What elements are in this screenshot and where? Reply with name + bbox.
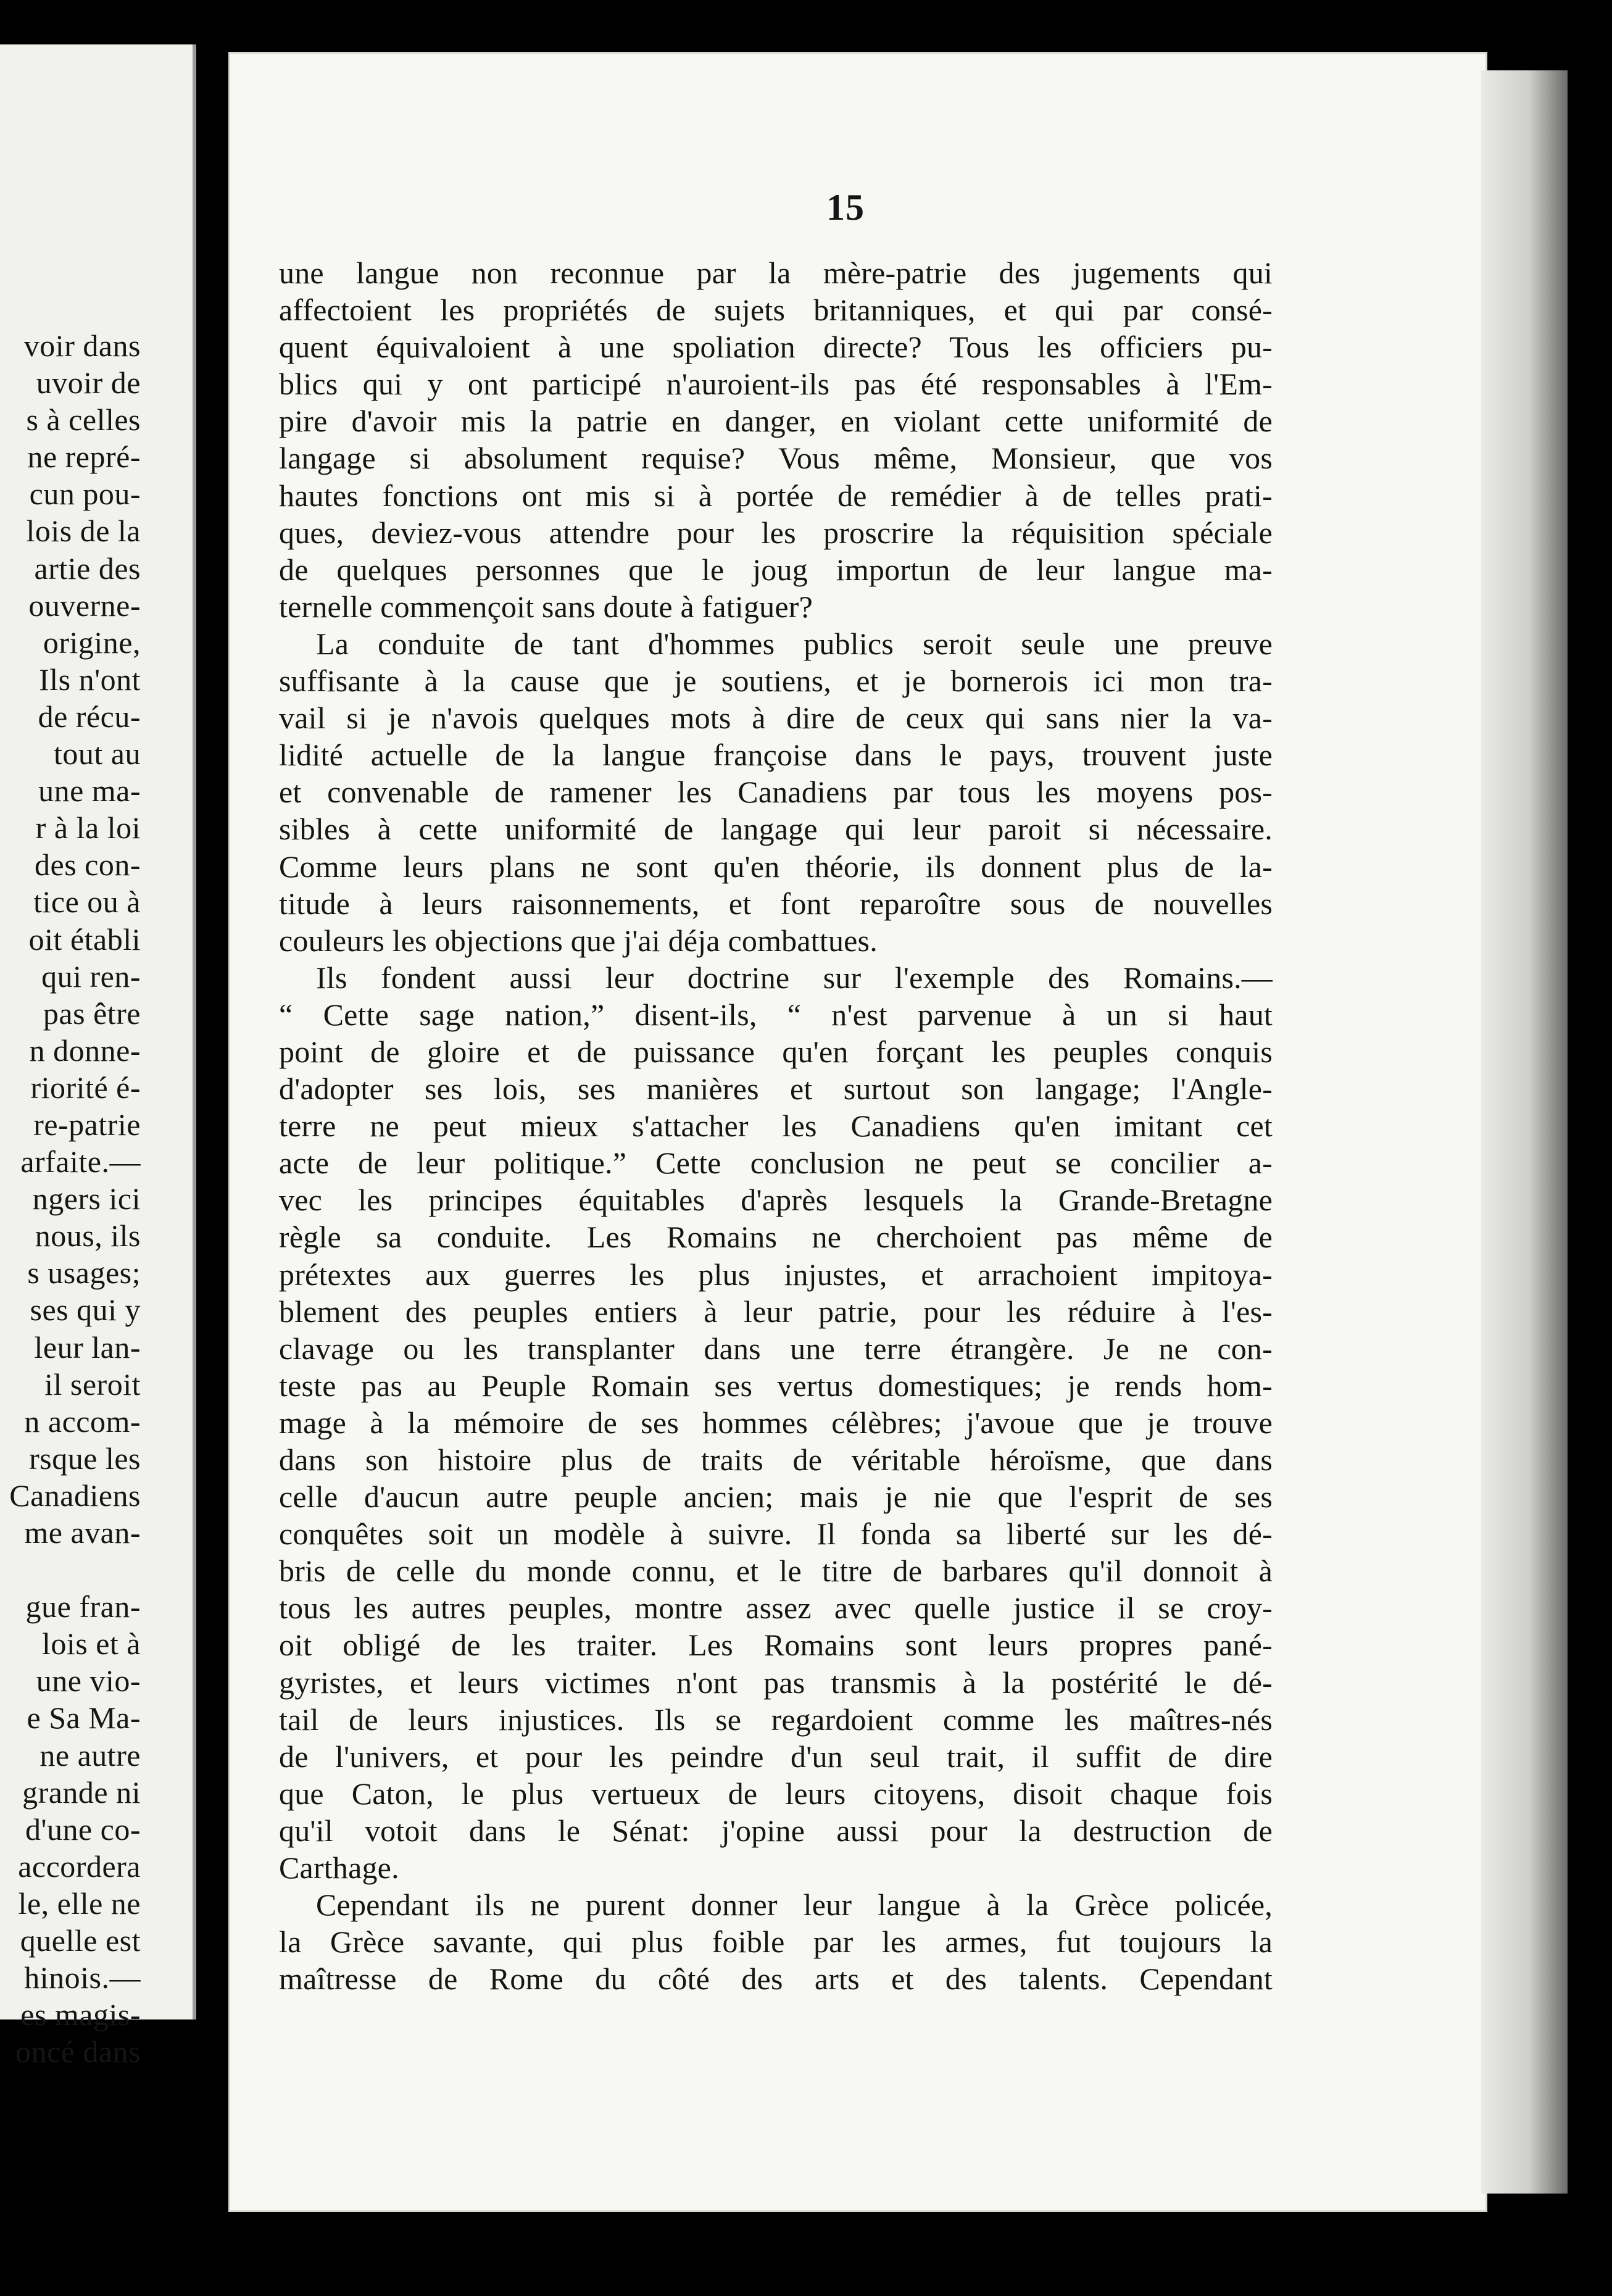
text-line: tous les autres peuples, montre assez avec quelle justice il se croy- (279, 1591, 1273, 1626)
text-line: affectoient les propriétés de sujets britanniques, et qui par consé- (279, 293, 1273, 328)
left-line: e Sa Ma- (27, 1700, 141, 1736)
left-line: hinois.— (24, 1960, 141, 1995)
text-line: que Caton, le plus vertueux de leurs citoyens, disoit chaque fois (279, 1776, 1273, 1811)
left-line: nous, ils (35, 1218, 141, 1254)
left-page-text (0, 327, 141, 2070)
left-line: il seroit (44, 1366, 141, 1402)
left-line: ne repré- (27, 439, 141, 475)
text-line: titude à leurs raisonnements, et font reparoître sous de nouvelles (279, 886, 1273, 921)
left-line: pas être (43, 996, 141, 1031)
text-line: Carthage. (279, 1850, 399, 1886)
text-line: qu'il votoit dans le Sénat: j'opine aussi pour la destruction de (279, 1813, 1273, 1848)
text-line: La conduite de tant d'hommes publics seroit seule une preuve (316, 626, 1273, 661)
left-line: origine, (43, 625, 141, 660)
left-line: d'une co- (25, 1811, 141, 1847)
text-line: ternelle commençoit sans doute à fatiguer? (279, 589, 813, 624)
text-line: tail de leurs injustices. Ils se regardoient comme les maîtres-nés (279, 1702, 1273, 1737)
left-line: arfaite.— (20, 1144, 141, 1179)
body-text (279, 254, 1273, 1997)
text-line: blement des peuples entiers à leur patrie, pour les réduire à l'es- (279, 1294, 1273, 1329)
left-line: s à celles (26, 402, 141, 438)
text-line: une langue non reconnue par la mère-patrie des jugements qui (279, 256, 1273, 290)
left-line: r à la loi (35, 810, 141, 846)
text-line: vec les principes équitables d'après lesquels la Grande-Bretagne (279, 1183, 1273, 1218)
left-line: voir dans (23, 328, 141, 363)
left-line: ne autre (39, 1737, 141, 1773)
left-line: artie des (34, 551, 141, 586)
text-line: suffisante à la cause que je soutiens, et je bornerois ici mon tra- (279, 663, 1273, 699)
left-line: Canadiens (9, 1478, 141, 1513)
left-line (0, 1551, 141, 1588)
text-line: et convenable de ramener les Canadiens par tous les moyens pos- (279, 775, 1273, 810)
left-line: cun pou- (29, 476, 141, 512)
left-line: rsque les (29, 1441, 141, 1476)
main-page (228, 52, 1487, 2212)
text-line: règle sa conduite. Les Romains ne cherchoient pas même de (279, 1220, 1273, 1255)
text-line: teste pas au Peuple Romain ses vertus domestiques; je rends hom- (279, 1368, 1273, 1403)
text-line: langage si absolument requise? Vous même, Monsieur, que vos (279, 441, 1273, 476)
text-line: blics qui y ont participé n'auroient-ils pas été responsables à l'Em- (279, 367, 1273, 402)
text-line: lidité actuelle de la langue françoise dans le pays, trouvent juste (279, 738, 1273, 773)
left-line: ses qui y (30, 1292, 141, 1328)
left-line: le, elle ne (18, 1886, 141, 1921)
left-line: tout au (54, 736, 141, 772)
left-line: accordera (18, 1849, 141, 1884)
page-number: 15 (826, 187, 865, 228)
text-line: bris de celle du monde connu, et le titre de barbares qu'il donnoit à (279, 1554, 1273, 1589)
left-facing-page (0, 44, 196, 2069)
text-line: Ils fondent aussi leur doctrine sur l'exemple des Romains.— (316, 960, 1273, 995)
left-line: riorité é- (30, 1070, 141, 1105)
left-line: oit établi (28, 921, 141, 957)
text-line: pire d'avoir mis la patrie en danger, en violant cette uniformité de (279, 404, 1273, 439)
text-line: oit obligé de les traiter. Les Romains sont leurs propres pané- (279, 1628, 1273, 1663)
text-line: terre ne peut mieux s'attacher les Canadiens qu'en imitant cet (279, 1108, 1273, 1144)
text-line: vail si je n'avois quelques mots à dire de ceux qui sans nier la va- (279, 701, 1273, 736)
left-line: s usages; (27, 1255, 141, 1291)
left-line: ngers ici (32, 1181, 141, 1217)
left-line: me avan- (24, 1515, 141, 1550)
text-line: quent équivaloient à une spoliation directe? Tous les officiers pu- (279, 330, 1273, 365)
page-edge (1481, 70, 1568, 2194)
left-line: une ma- (38, 773, 141, 809)
text-line: clavage ou les transplanter dans une terre étrangère. Je ne con- (279, 1331, 1273, 1366)
text-line: “ Cette sage nation,” disent-ils, “ n'est parvenue à un si haut (279, 997, 1273, 1032)
left-line: qui ren- (41, 959, 141, 994)
left-line: des con- (35, 847, 141, 883)
left-line: leur lan- (34, 1329, 141, 1365)
text-line: prétextes aux guerres les plus injustes, et arrachoient impitoya- (279, 1257, 1273, 1292)
left-line: ouverne- (28, 588, 141, 623)
text-line: la Grèce savante, qui plus foible par les armes, fut toujours la (279, 1924, 1273, 1960)
text-line: point de gloire et de puissance qu'en forçant les peuples conquis (279, 1034, 1273, 1069)
left-line: lois et à (41, 1626, 141, 1662)
left-line: re-patrie (33, 1107, 141, 1142)
text-line: ques, deviez-vous attendre pour les proscrire la réquisition spéciale (279, 515, 1273, 550)
text-line: dans son histoire plus de traits de véritable héroïsme, que dans (279, 1442, 1273, 1477)
text-line: d'adopter ses lois, ses manières et surtout son langage; l'Angle- (279, 1071, 1273, 1107)
left-line: une vio- (36, 1663, 141, 1699)
left-line: n donne- (29, 1033, 141, 1068)
text-line: acte de leur politique.” Cette conclusion ne peut se concilier a- (279, 1146, 1273, 1181)
left-line: n accom- (24, 1404, 141, 1439)
text-line: gyristes, et leurs victimes n'ont pas transmis à la postérité le dé- (279, 1665, 1273, 1700)
left-line: de récu- (38, 699, 141, 734)
text-line: celle d'aucun autre peuple ancien; mais je nie que l'esprit de ses (279, 1479, 1273, 1515)
text-line: maîtresse de Rome du côté des arts et des talents. Cependant (279, 1961, 1273, 1997)
text-line: mage à la mémoire de ses hommes célèbres; j'avoue que je trouve (279, 1405, 1273, 1440)
left-line: gue fran- (25, 1589, 141, 1624)
text-line: Cependant ils ne purent donner leur langue à la Grèce policée, (316, 1887, 1273, 1923)
text-line: de l'univers, et pour les peindre d'un seul trait, il suffit de dire (279, 1739, 1273, 1774)
text-line: de quelques personnes que le joug importun de leur langue ma- (279, 552, 1273, 587)
text-line: Comme leurs plans ne sont qu'en théorie, ils donnent plus de la- (279, 849, 1273, 884)
left-line: quelle est (20, 1923, 141, 1958)
left-line: Ils n'ont (39, 662, 141, 697)
text-line: conquêtes soit un modèle à suivre. Il fonda sa liberté sur les dé- (279, 1516, 1273, 1552)
left-line: tice ou à (33, 884, 141, 920)
text-line: couleurs les objections que j'ai déja combattues. (279, 923, 878, 958)
text-line: hautes fonctions ont mis si à portée de remédier à de telles prati- (279, 478, 1273, 513)
left-line: es magis- (20, 1997, 141, 2032)
left-line: lois de la (26, 514, 141, 549)
left-line: grande ni (22, 1774, 141, 1810)
left-line: uvoir de (36, 365, 141, 401)
left-line: oncé dans (15, 2034, 141, 2069)
text-line: sibles à cette uniformité de langage qui leur paroit si nécessaire. (279, 812, 1273, 847)
